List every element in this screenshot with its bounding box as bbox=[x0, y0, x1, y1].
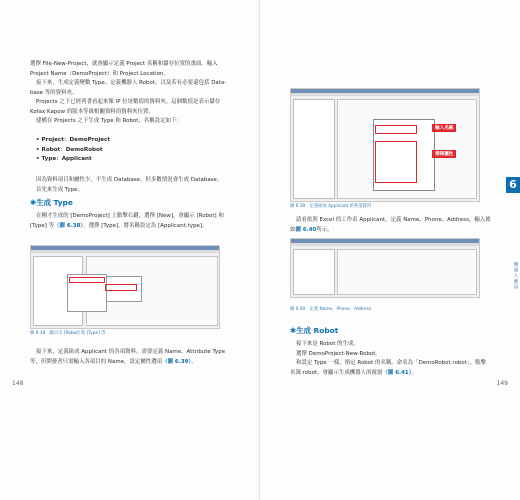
section-heading-robot bbox=[290, 325, 338, 336]
definition-list bbox=[36, 136, 110, 165]
page-number-right: 149 bbox=[496, 380, 508, 387]
figure-6-38-caption: 圖 6.38 顯示出 [Robot] 和 [Type] 等 bbox=[30, 331, 106, 336]
text-span: 如 bbox=[290, 226, 296, 233]
figure-6-39-caption: 圖 6.39 定義組成 Applicant 的各項資料 bbox=[290, 204, 372, 209]
highlight-box bbox=[375, 125, 417, 134]
highlight-box bbox=[375, 141, 417, 183]
right-para-1 bbox=[290, 216, 502, 235]
figure-ref-641[interactable]: （圖 6.41） bbox=[382, 369, 412, 376]
editor-area bbox=[337, 249, 477, 295]
text-span: 名簿 robot，會顯示生成機器人的視窗 bbox=[290, 369, 383, 376]
list-item: • Project：DemoProject bbox=[36, 137, 111, 143]
left-para-1 bbox=[30, 60, 245, 79]
menubar bbox=[291, 243, 479, 246]
heading-text: 生成 Type bbox=[36, 198, 73, 207]
project-tree bbox=[293, 99, 335, 199]
figure-6-40-caption: 圖 6.40 定義 Name、Phone、Address bbox=[290, 307, 372, 312]
text-line: base 等的資料夾。 bbox=[30, 89, 78, 96]
figure-ref-639[interactable]: （圖 6.39） bbox=[162, 358, 192, 365]
figure-6-40-screenshot bbox=[290, 238, 480, 298]
text-line: Projects 之下已經列著看起來像 IP 位址數值的資料夾。這個數值是表示儲存 bbox=[36, 99, 221, 105]
text-line: 在剛才生成的 [DemoProject] 上點擊右鍵，選擇 [New]，會顯示 [Robot] 和 bbox=[36, 213, 224, 219]
section-heading-type bbox=[30, 197, 73, 208]
highlight-box bbox=[105, 284, 137, 291]
text-span: 等，但開發者只需輸入各項目的 Name，設定屬性選項 bbox=[30, 358, 163, 365]
text-line: 接下來是 Robot 的生成。 bbox=[296, 341, 359, 347]
text-span: 所示。 bbox=[316, 226, 333, 233]
left-para-7 bbox=[30, 348, 245, 367]
left-para-3 bbox=[30, 98, 245, 117]
chapter-tab: 6 bbox=[506, 177, 520, 193]
right-para-2 bbox=[290, 340, 502, 378]
highlight-box bbox=[69, 277, 105, 283]
project-tree bbox=[293, 249, 335, 295]
text-line: Kofax Kapow 的版本等級相關資料的資料夾位置。 bbox=[30, 108, 154, 115]
figure-6-39-screenshot bbox=[290, 88, 480, 202]
figure-6-38-screenshot bbox=[30, 245, 220, 329]
text-line: 和設定 Type 一樣，指定 Robot 的名稱。命名為「DemoRobot.robot」，點擊 bbox=[296, 360, 486, 367]
text-span: 。 bbox=[191, 358, 197, 365]
text-span: 。 bbox=[411, 369, 417, 376]
text-line: Project Name（DemoProject）和 Project Location。 bbox=[30, 70, 169, 77]
left-para-2 bbox=[30, 79, 245, 98]
list-item: • Type：Applicant bbox=[36, 156, 92, 163]
heading-text: 生成 Robot bbox=[296, 326, 339, 335]
figure-ref-640[interactable]: 圖 6.40 bbox=[295, 226, 317, 233]
right-page bbox=[260, 0, 520, 500]
left-para-5 bbox=[30, 176, 245, 195]
callout-enter-name: 輸入名稱 bbox=[432, 124, 456, 132]
left-para-6 bbox=[30, 212, 245, 231]
text-line: 選擇 DemoProject-New-Robot。 bbox=[296, 350, 381, 357]
callout-select-attribute: 選擇屬性 bbox=[432, 150, 456, 158]
figure-ref-638[interactable]: （圖 6.38） bbox=[54, 222, 84, 229]
text-line: 接下來，生成定義變數 Type、定義機器人 Robot，以及若有必要還包括 Data- bbox=[36, 80, 227, 86]
menubar bbox=[291, 93, 479, 96]
text-line: 因為資料項目和屬性少，不生成 Database，但多數情況會生成 Database。 bbox=[36, 177, 223, 183]
menubar bbox=[31, 250, 219, 253]
text-line: 請看依照 Excel 的工作表 Applicant，定義 Name、Phone、Address，輸入後 bbox=[296, 217, 491, 223]
text-span: 。選擇 [Type]，將名稱設定為 [Applicant.type]。 bbox=[83, 222, 208, 229]
text-line: 接下來，定義組成 Applicant 的各項資料。需要定義 Name、Attribute Type bbox=[36, 349, 226, 355]
side-chapter-label: 機器人應用 bbox=[513, 262, 518, 290]
text-line: 首先來生成 Type。 bbox=[36, 186, 83, 193]
left-para-4: 建構在 Projects 之下生成 Type 和 Robot，名稱設定如下： bbox=[36, 118, 182, 124]
text-span: [Type] 等 bbox=[30, 222, 55, 229]
page-number-left: 148 bbox=[12, 380, 24, 387]
heading-marker-icon: ✱ bbox=[30, 198, 37, 207]
list-item: • Robot：DemoRobot bbox=[36, 146, 103, 153]
text-line: 選擇 File-New-Project，就會顯示定義 Project 名稱和儲存位置的畫面。輸入 bbox=[30, 61, 218, 67]
heading-marker-icon: ✱ bbox=[290, 326, 297, 335]
